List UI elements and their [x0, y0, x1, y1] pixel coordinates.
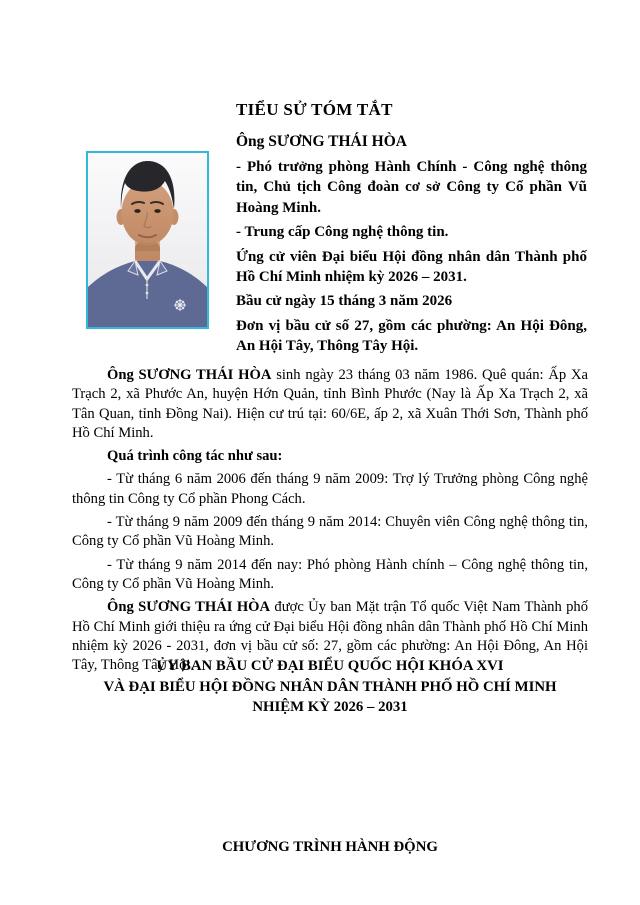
summary-paragraph: - Trung cấp Công nghệ thông tin.	[236, 224, 449, 241]
action-program-heading: CHƯƠNG TRÌNH HÀNH ĐỘNG	[222, 839, 438, 855]
summary-paragraph: - Phó trưởng phòng Hành Chính - Công nghệ thông tin, Chủ tịch Công đoàn cơ sở Công ty Cổ phần Vũ Hoàng Minh.	[236, 159, 587, 216]
candidate-summary	[236, 157, 587, 361]
nomination-text: được Ủy ban Mặt trận Tổ quốc Việt Nam Thành phố Hồ Chí Minh giới thiệu ra ứng cử Đại biểu Hội đồng nhân dân Thành phố Hồ Chí Minh nhiệm kỳ 2026 - 2031, đơn vị bầu cử số: 27, gồm các phường: An Hội Đông, An Hội Tây, Thông Tây Hội.	[72, 599, 589, 674]
career-item: - Từ tháng 9 năm 2014 đến nay: Phó phòng Hành chính – Công nghệ thông tin, Công ty Cổ phần Vũ Hoàng Minh.	[72, 556, 588, 592]
portrait-eye-left	[134, 209, 140, 213]
committee-line: VÀ ĐẠI BIỂU HỘI ĐỒNG NHÂN DÂN THÀNH PHỐ HỒ CHÍ MINH	[103, 678, 557, 695]
bio-name: Ông SƯƠNG THÁI HÒA	[107, 367, 272, 383]
committee-line: NHIỆM KỲ 2026 – 2031	[252, 699, 408, 716]
document-title: TIỂU SỬ TÓM TẮT	[236, 100, 393, 119]
candidate-photo	[86, 151, 209, 329]
portrait-illustration	[88, 153, 207, 327]
nomination-name: Ông SƯƠNG THÁI HÒA	[107, 599, 271, 616]
career-item: - Từ tháng 9 năm 2009 đến tháng 9 năm 2014: Chuyên viên Công nghệ thông tin, Công ty Cổ phần Vũ Hoàng Minh.	[72, 514, 588, 550]
election-committee-heading	[72, 656, 588, 718]
bio-paragraph	[72, 366, 588, 443]
committee-line: ỦY BAN BẦU CỬ ĐẠI BIỂU QUỐC HỘI KHÓA XVI	[156, 658, 504, 674]
candidate-name-heading: Ông SƯƠNG THÁI HÒA	[236, 133, 407, 150]
summary-paragraph: Ứng cử viên Đại biểu Hội đồng nhân dân Thành phố Hồ Chí Minh nhiệm kỳ 2026 – 2031.	[236, 248, 587, 286]
biography-section	[72, 366, 588, 679]
career-item: - Từ tháng 6 năm 2006 đến tháng 9 năm 2009: Trợ lý Trưởng phòng Công nghệ thông tin Công ty Cổ phần Phong Cách.	[72, 471, 588, 507]
portrait-eye-right	[154, 209, 160, 213]
career-heading: Quá trình công tác như sau:	[107, 448, 283, 465]
summary-paragraph: Bầu cử ngày 15 tháng 3 năm 2026	[236, 293, 453, 310]
bio-text: sinh ngày 23 tháng 03 năm 1986. Quê quán: Ấp Xa Trạch 2, xã Phước An, huyện Hớn Quản, tỉnh Bình Phước (Nay là Ấp Xa Trạch 2, xã Tân Quan, tỉnh Đồng Nai). Hiện cư trú tại: 60/6E, ấp 2, xã Xuân Thới Sơn, Thành phố Hồ Chí Minh.	[72, 367, 588, 441]
summary-paragraph: Đơn vị bầu cử số 27, gồm các phường: An Hội Đông, An Hội Tây, Thông Tây Hội.	[236, 317, 587, 355]
